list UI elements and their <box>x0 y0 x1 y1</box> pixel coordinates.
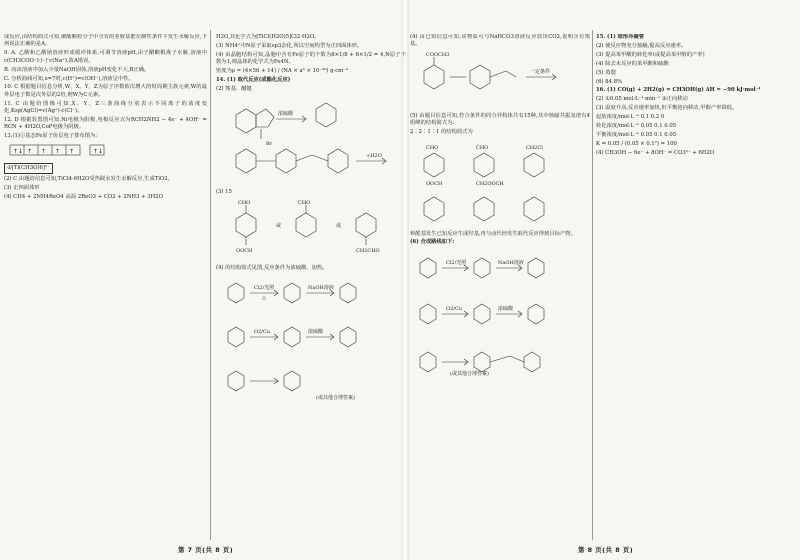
page-number-left: 第 7 页(共 8 页) <box>178 546 234 554</box>
svg-text:COOCH3: COOCH3 <box>426 51 450 58</box>
isomer-structures <box>216 199 402 263</box>
svg-text:CH2Cl: CH2Cl <box>526 144 543 151</box>
svg-text:CH2CHO: CH2CHO <box>356 247 380 254</box>
right-page-column-1 <box>410 34 590 536</box>
reagent-label: Cl2/光照 <box>254 285 275 292</box>
answer-paragraph: 9. A. 乙酸和乙酸钠溶液形成缓冲体系,可调节溶液pH,由于醋酸根离子水解,溶液中c(CH3COO⁻)小于c(Na⁺),故A错误。 <box>4 50 207 64</box>
left-page-column-1 <box>4 34 207 536</box>
answer-paragraph: (4) 由晶胞结构可知,晶胞中含有Fe原子的个数为8×1/8 + 6×1/2 = 4,N原子个数为1,则晶体的化学式为Fe4N。 <box>216 51 406 66</box>
answer-paragraph: (3) NH4⁺中N原子采取sp3杂化,所以空间构型为正四面体形。 <box>216 42 363 49</box>
reagent-label: Cl2/光照 <box>446 259 467 266</box>
svg-text:CHO: CHO <box>238 199 251 206</box>
equilibrium-row: 平衡浓度/mol·L⁻¹ 0.05 0.1 0.05 <box>596 131 677 138</box>
answer-paragraph: (3) 提高苯甲酸的转化率(或提高苯甲醇的产率) <box>596 51 705 58</box>
svg-text:或: 或 <box>276 222 282 229</box>
answer-paragraph: (4) 除去未反应的苯甲酸和硫酸 <box>596 60 669 67</box>
answer-paragraph: 成反应,由结构简式可知,聚酯颗粒分子中含有的亚胺基能在酸性条件下发生水解反应,下列说法正确的是A。 <box>4 34 207 48</box>
alternative-note: (或其他合理答案) <box>316 395 355 402</box>
svg-text:↑: ↑ <box>41 147 47 155</box>
answer-paragraph: K = 0.05 / (0.05 × 0.1²) = 100 <box>596 140 677 147</box>
answer-paragraph: (3) 温度升高,反应速率加快,但平衡逆向移动,甲醇产率降低。 <box>596 105 738 112</box>
equilibrium-row: 起始浓度/mol·L⁻¹ 0.1 0.2 0 <box>596 114 665 121</box>
svg-text:Br: Br <box>266 141 273 148</box>
isomer-structures <box>410 139 586 229</box>
svg-text:↑: ↑ <box>69 147 75 155</box>
synthesis-route <box>410 249 586 399</box>
left-page-column-2 <box>216 34 406 536</box>
answer-paragraph: B. 向该溶液中加入少量NaOH固体,溶液pH变化不大,B正确。 <box>4 66 150 73</box>
svg-text:CHO: CHO <box>426 144 439 151</box>
reaction-scheme <box>410 51 586 111</box>
answer-paragraph: (6) 合成路线如下: <box>410 239 455 246</box>
answer-paragraph: C. 分析曲线可知,x=7时,c(H⁺)=c(OH⁻),溶液呈中性。 <box>4 75 134 82</box>
alternative-note: (或其他合理答案) <box>450 370 489 377</box>
svg-text:一定条件: 一定条件 <box>530 68 551 75</box>
answer-paragraph: (6) 84.8% <box>596 78 623 85</box>
answer-paragraph: (3) 正四面体形 <box>4 184 40 191</box>
synthesis-route <box>216 274 402 404</box>
answer-paragraph: (4) 的结构简式见图,反应条件为浓硫酸、加热。 <box>216 264 328 271</box>
answer-paragraph: 和醛基发生已知反应生成羟基,再与卤代烃发生取代反应得到目标产物。 <box>410 230 576 237</box>
answer-paragraph: (2) C 由题给信息可知,TiCl4·6H2O受热脱水发生水解反应,生成TiO2。 <box>4 175 173 182</box>
svg-text:或: 或 <box>336 222 342 229</box>
equilibrium-row: 转化浓度/mol·L⁻¹ 0.05 0.1 0.05 <box>596 123 677 130</box>
answer-paragraph: H2O,其化学式为[TiCl(H2O)5]Cl2·H2O。 <box>216 34 320 40</box>
complex-formula: ②[Ti(CH3O)6]²⁻ <box>4 163 53 174</box>
answer-paragraph: 14. (1) 取代反应(或酯化反应) <box>216 77 291 84</box>
svg-text:CHO: CHO <box>298 199 311 206</box>
svg-text:OOCH: OOCH <box>236 247 253 254</box>
orbital-diagram <box>4 143 154 161</box>
reagent-label: NaOH溶液 <box>498 259 524 266</box>
reagent-label: O2/Cu <box>446 305 463 312</box>
reagent-label: 浓硫酸 <box>308 329 324 336</box>
answer-paragraph: 13.(1)①基态Fe原子价层电子排布图为: <box>4 133 98 140</box>
answer-paragraph: 10. C 根据题目信息分析,W、X、Y、Z为原子序数依次增大的短周期主族元素,W的最外层电子数是次外层的2倍,则W为C元素。 <box>4 84 207 98</box>
column-divider <box>592 30 593 540</box>
svg-text:CH2OOCH: CH2OOCH <box>476 180 504 187</box>
answer-paragraph: (5) 由题目信息可知,符合条件的同分异构体共有15种,其中核磁共振氢谱有4组峰的结构简式为: <box>410 112 590 127</box>
svg-text:↑: ↑ <box>27 147 33 155</box>
answer-paragraph: (3) 15 <box>216 189 232 196</box>
answer-paragraph: (4) CH3OH − 6e⁻ + 8OH⁻ = CO3²⁻ + 6H2O <box>596 149 715 156</box>
answer-paragraph: 15. (1) 球形冷凝管 <box>596 34 645 40</box>
answer-paragraph: 密度为ρ = (4×56 + 14) / (NA × a³ × 10⁻³⁰) g·cm⁻³ <box>216 68 349 75</box>
answer-paragraph: 16. (1) CO(g) + 2H2(g) = CH3OH(g) ΔH = −90 kJ·mol⁻¹ <box>596 87 761 94</box>
answer-paragraph: (2) 使反应物充分接触,提高反应速率。 <box>596 42 687 49</box>
svg-text:↑↓: ↑↓ <box>13 147 24 155</box>
answer-paragraph: 2∶2∶1∶1 的结构简式为 <box>410 129 473 136</box>
svg-text:OOCH: OOCH <box>426 180 443 187</box>
svg-text:↑↓: ↑↓ <box>93 147 104 155</box>
answer-paragraph: 11. C 由题给图像可知,X、Y、Z三条曲线分别表示不同离子的浓度变化,Ksp(AgCl)=c(Ag⁺)·c(Cl⁻)。 <box>4 100 207 115</box>
reagent-label: 浓硫酸 <box>498 305 514 312</box>
reaction-scheme <box>216 95 402 187</box>
right-page-column-2 <box>596 34 796 536</box>
answer-paragraph: (5) 蒸馏 <box>596 69 616 76</box>
svg-text:CHO: CHO <box>476 144 489 151</box>
answer-paragraph: (4) 由已知信息可知,该物质可与NaHCO3溶液反应放出CO2,说明含有羧基。 <box>410 34 590 48</box>
condition-label: △ <box>262 295 266 302</box>
svg-text:浓硫酸: 浓硫酸 <box>278 111 294 118</box>
answer-paragraph: (2) 羧基、醚键 <box>216 85 252 92</box>
column-divider <box>210 30 211 540</box>
reagent-label: O2/Cu <box>254 329 271 336</box>
answer-paragraph: (4) CH4 + 2NH4ReO4 高温 2ReO3 + CO2 + 2NH3 + 3H2O <box>4 193 163 200</box>
svg-text:+H2O: +H2O <box>366 153 382 160</box>
answer-paragraph: 12. D 根据装置图可知,Ni电极为阳极,电极反应式为RCH2NH2 − 4e⁻ + 4OH⁻ = RCN + 4H2O,CoP电极为阴极。 <box>4 117 207 131</box>
page-number-right: 第 8 页(共 8 页) <box>578 546 634 554</box>
answer-paragraph: (2) ①0.05 mol·L⁻¹·min⁻¹ ②正向移动 <box>596 96 688 103</box>
svg-text:↑: ↑ <box>55 147 61 155</box>
reagent-label: NaOH溶液 <box>308 285 334 292</box>
